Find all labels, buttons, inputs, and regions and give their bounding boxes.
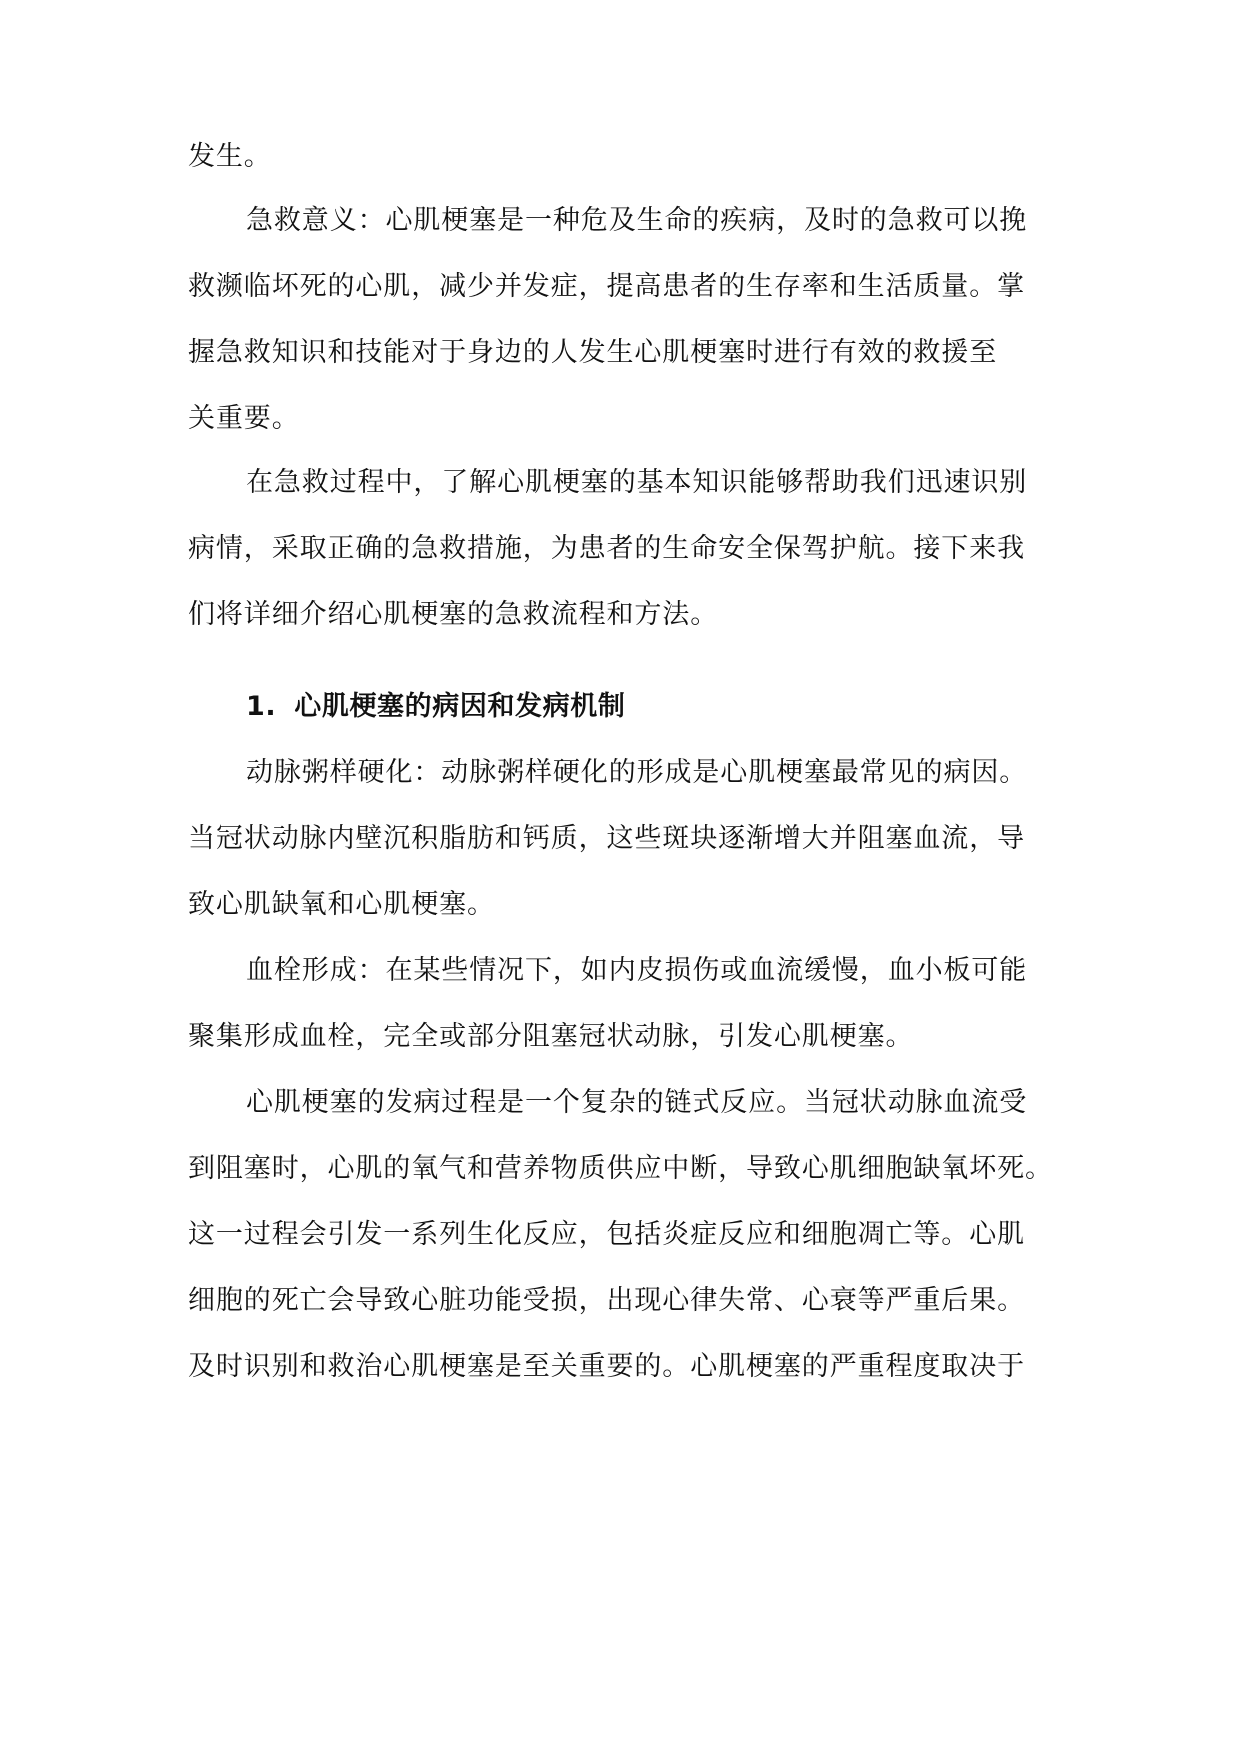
- paragraph-line: 这一过程会引发一系列生化反应，包括炎症反应和细胞凋亡等。心肌: [188, 1219, 1025, 1250]
- paragraph-line: 在急救过程中，了解心肌梗塞的基本知识能够帮助我们迅速识别: [246, 467, 1028, 498]
- paragraph-line: 们将详细介绍心肌梗塞的急救流程和方法。: [188, 599, 719, 630]
- paragraph-line: 发生。: [188, 141, 272, 172]
- paragraph-line: 救濒临坏死的心肌，减少并发症，提高患者的生存率和生活质量。掌: [188, 271, 1025, 302]
- paragraph-line: 急救意义：心肌梗塞是一种危及生命的疾病，及时的急救可以挽: [246, 205, 1028, 236]
- paragraph-line: 聚集形成血栓，完全或部分阻塞冠状动脉，引发心肌梗塞。: [188, 1021, 914, 1052]
- paragraph-line: 及时识别和救治心肌梗塞是至关重要的。心肌梗塞的严重程度取决于: [188, 1351, 1025, 1382]
- paragraph-line: 当冠状动脉内壁沉积脂肪和钙质，这些斑块逐渐增大并阻塞血流，导: [188, 823, 1025, 854]
- paragraph-line: 致心肌缺氧和心肌梗塞。: [188, 889, 495, 920]
- paragraph-line: 握急救知识和技能对于身边的人发生心肌梗塞时进行有效的救援至: [188, 337, 998, 368]
- paragraph-line: 关重要。: [188, 403, 300, 434]
- paragraph-line: 细胞的死亡会导致心脏功能受损，出现心律失常、心衰等严重后果。: [188, 1285, 1025, 1316]
- paragraph-line: 心肌梗塞的发病过程是一个复杂的链式反应。当冠状动脉血流受: [246, 1087, 1028, 1118]
- paragraph-line: 动脉粥样硬化：动脉粥样硬化的形成是心肌梗塞最常见的病因。: [246, 757, 1028, 788]
- section-number: 1.: [246, 691, 277, 722]
- paragraph-line: 病情，采取正确的急救措施，为患者的生命安全保驾护航。接下来我: [188, 533, 1025, 564]
- paragraph-line: 血栓形成：在某些情况下，如内皮损伤或血流缓慢，血小板可能: [246, 955, 1028, 986]
- section-title: 心肌梗塞的病因和发病机制: [294, 691, 626, 722]
- paragraph-line: 到阻塞时，心肌的氧气和营养物质供应中断，导致心肌细胞缺氧坏死。: [188, 1153, 1053, 1184]
- section-heading: [246, 687, 625, 727]
